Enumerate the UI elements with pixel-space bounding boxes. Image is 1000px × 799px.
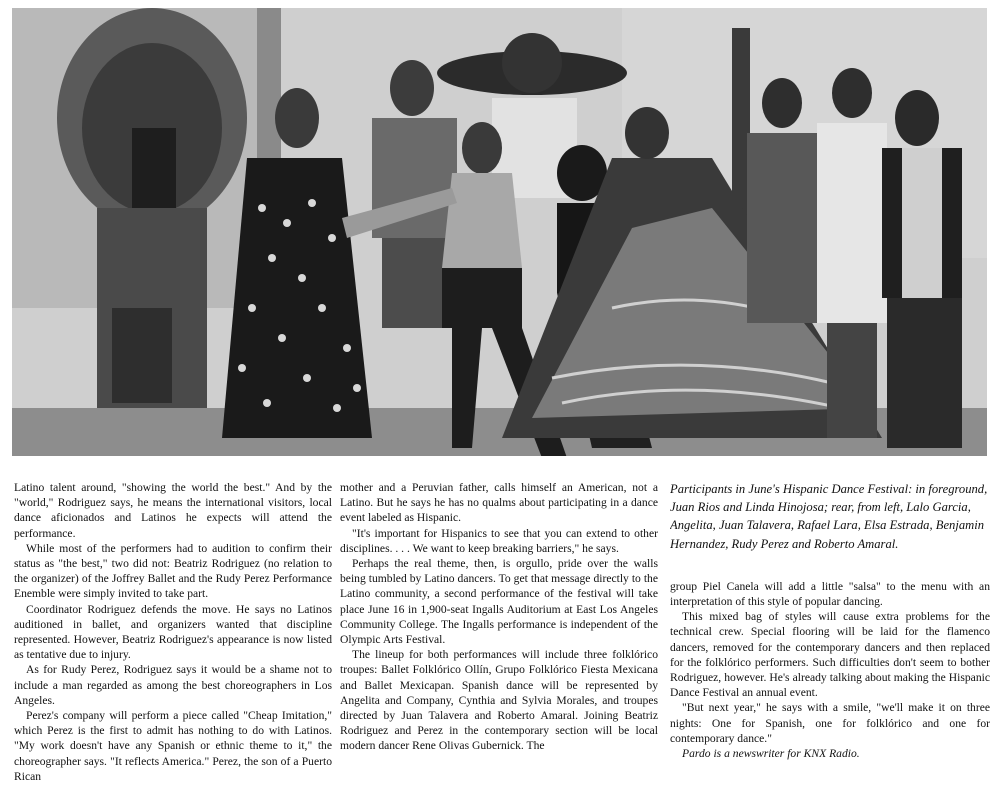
- paragraph: This mixed bag of styles will cause extra problems for the technical crew. Special flooring will be laid for the flamenco dancers, removed for the contemporary dancers and then replaced for the folklórico performers. Such difficulties don't seem to bother Rodriguez, however. He's already talking about making the Hispanic Dance Festival an annual event.: [670, 610, 990, 700]
- photo-caption: [670, 480, 990, 553]
- paragraph: "It's important for Hispanics to see that you can extend to other disciplines. . . . We want to keep breaking barriers," he says.: [340, 526, 658, 555]
- paragraph: While most of the performers had to audition to confirm their status as "the best," two did not: Beatriz Rodriguez (no relation to the organizer) of the Joffrey Ballet and the Rudy Perez Performance Enemble were simply invited to take part.: [14, 541, 332, 601]
- paragraph: mother and a Peruvian father, calls himself an American, not a Latino. But he says he has no qualms about participating in a dance event labeled as Hispanic.: [340, 481, 658, 525]
- dancers-photo: [12, 8, 987, 456]
- paragraph: The lineup for both performances will include three folklórico troupes: Ballet Folklórico Ollín, Grupo Folklórico Fiesta Mexicana and Ballet Mexicapan. Spanish dance will be represented by Angelita and Company, Cynthia and Sylvia Morales, and troupes directed by Juan Talavera and Roberto Amaral. Joining Beatriz Rodriguez and Perez in the contemporary section will be local modern dancer Rene Olivas Gubernick. The: [340, 648, 658, 753]
- article-column-3: [670, 480, 990, 799]
- paragraph: "But next year," he says with a smile, "we'll make it on three nights: One for Spanish, one for folklórico and one for contemporary dance.": [670, 701, 990, 745]
- paragraph: As for Rudy Perez, Rodriguez says it would be a shame not to include a man regarded as among the best choreographers in Los Angeles.: [14, 663, 332, 707]
- dancers-photo-graphic: [12, 8, 987, 456]
- paragraph: group Piel Canela will add a little "salsa" to the menu with an interpretation of this style of popular dancing.: [670, 579, 990, 609]
- paragraph: Perez's company will perform a piece called "Cheap Imitation," which Perez is the first to admit has nothing to do with Latinos. "My work doesn't have any Spanish or ethnic theme to it," the choreographer says. "It reflects America." Perez, the son of a Puerto Rican: [14, 709, 332, 783]
- paragraph: Coordinator Rodriguez defends the move. He says no Latinos auditioned in ballet, and organizers wanted that discipline represented. However, Beatriz Rodriguez's appearance is now listed as tentative due to injury.: [14, 602, 332, 662]
- author-credit: Pardo is a newswriter for KNX Radio.: [682, 747, 860, 761]
- caption-text: Participants in June's Hispanic Dance Festival: in foreground, Juan Rios and Linda Hinojosa; rear, from left, Lalo Garcia, Angelita, Juan Talavera, Rafael Lara, Elsa Estrada, Benjamin Hernandez, Rudy Perez and Roberto Amaral.: [670, 482, 988, 551]
- paragraph: Perhaps the real theme, then, is orgullo, pride over the walls being tumbled by Latino dancers. To get that message directly to the Latino community, a second performance of the festival will take place June 16 in 1,900-seat Ingalls Auditorium at East Los Angeles Community College. The Ingalls performance is independent of the Olympic Arts Festival.: [340, 557, 658, 647]
- article-column-2: [340, 480, 658, 799]
- paragraph: Latino talent around, "showing the world the best." And by the "world," Rodriguez says, he means the international visitors, local dance aficionados and Latinos he expects will attend the performance.: [14, 481, 332, 540]
- article-column-1: [14, 480, 332, 799]
